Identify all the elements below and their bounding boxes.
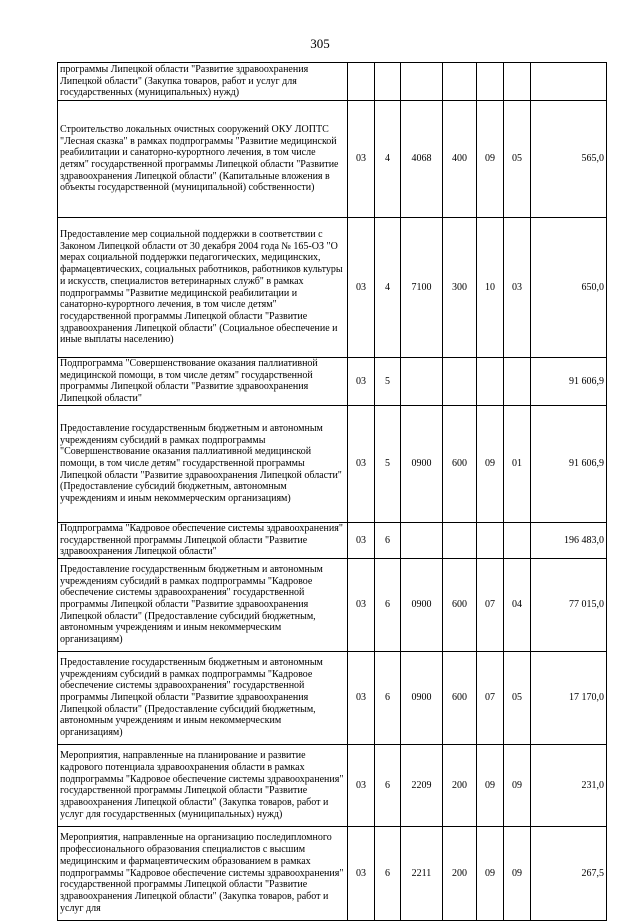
code-subprogram: 6 <box>375 651 401 744</box>
code-expense-type <box>443 522 477 558</box>
code-expense-type: 200 <box>443 744 477 826</box>
row-description: Предоставление государственным бюджетным и автономным учреждениям субсидий в рамках подпрограммы "Кадровое обеспечение системы здравоохранения" государственной программы Липецкой области "Развитие здравоохранения Липецкой области" (Предоставление субсидий бюджетным, автономным учреждениям и иным некоммерческим организациям) <box>58 558 348 651</box>
row-description: Подпрограмма "Кадровое обеспечение системы здравоохранения" государственной программы Липецкой области "Развитие здравоохранения Липецкой области" <box>58 522 348 558</box>
code-direction: 2209 <box>401 744 443 826</box>
row-amount: 17 170,0 <box>531 651 607 744</box>
code-direction: 0900 <box>401 558 443 651</box>
row-amount: 565,0 <box>531 101 607 218</box>
code-direction: 0900 <box>401 651 443 744</box>
code-expense-type: 600 <box>443 558 477 651</box>
code-subsection <box>504 522 531 558</box>
code-program: 03 <box>348 405 375 522</box>
code-program: 03 <box>348 358 375 406</box>
table-row <box>58 651 607 744</box>
code-subsection: 05 <box>504 101 531 218</box>
code-section <box>477 522 504 558</box>
code-program: 03 <box>348 522 375 558</box>
row-amount: 77 015,0 <box>531 558 607 651</box>
code-expense-type <box>443 358 477 406</box>
row-description: Подпрограмма "Совершенствование оказания паллиативной медицинской помощи, в том числе детям" государственной программы Липецкой области "Развитие здравоохранения Липецкой области" <box>58 358 348 406</box>
table-body <box>58 63 607 921</box>
code-direction <box>401 63 443 101</box>
row-amount <box>531 63 607 101</box>
row-description: Строительство локальных очистных сооружений ОКУ ЛОПТС "Лесная сказка" в рамках подпрограммы "Развитие медицинской реабилитации и санаторно-курортного лечения, в том числе детям" государственной программы Липецкой области "Развитие здравоохранения Липецкой области" (Капитальные вложения в объекты государственной (муниципальной) собственности) <box>58 101 348 218</box>
row-description: Предоставление государственным бюджетным и автономным учреждениям субсидий в рамках подпрограммы "Кадровое обеспечение системы здравоохранения" государственной программы Липецкой области "Развитие здравоохранения Липецкой области" (Предоставление субсидий бюджетным, автономным учреждениям и иным некоммерческим организациям) <box>58 651 348 744</box>
code-section: 09 <box>477 405 504 522</box>
code-expense-type: 300 <box>443 218 477 358</box>
code-program: 03 <box>348 558 375 651</box>
row-amount: 196 483,0 <box>531 522 607 558</box>
code-subprogram: 5 <box>375 405 401 522</box>
code-subsection: 03 <box>504 218 531 358</box>
code-program <box>348 63 375 101</box>
code-section <box>477 358 504 406</box>
table-row <box>58 218 607 358</box>
code-section: 09 <box>477 744 504 826</box>
row-amount: 267,5 <box>531 826 607 920</box>
row-description: Мероприятия, направленные на организацию последипломного профессионального образования специалистов с высшим медицинским и фармацевтическим образованием в рамках подпрограммы "Кадровое обеспечение системы здравоохранения" государственной программы Липецкой области "Развитие здравоохранения Липецкой области" (Закупка товаров, работ и услуг для <box>58 826 348 920</box>
budget-table <box>57 62 607 921</box>
row-amount: 650,0 <box>531 218 607 358</box>
code-direction: 0900 <box>401 405 443 522</box>
row-amount: 231,0 <box>531 744 607 826</box>
code-expense-type: 600 <box>443 651 477 744</box>
code-subsection: 05 <box>504 651 531 744</box>
row-description: Предоставление мер социальной поддержки в соответствии с Законом Липецкой области от 30 декабря 2004 года № 165-ОЗ "О мерах социальной поддержки педагогических, медицинских, фармацевтических, социальных работников, работников культуры и искусств, специалистов ветеринарных служб" в рамках подпрограммы "Развитие медицинской реабилитации и санаторно-курортного лечения, в том числе детям" государственной программы Липецкой области "Развитие здравоохранения Липецкой области" (Социальное обеспечение и иные выплаты населению) <box>58 218 348 358</box>
code-subprogram <box>375 63 401 101</box>
code-direction: 7100 <box>401 218 443 358</box>
code-direction: 4068 <box>401 101 443 218</box>
table-row <box>58 63 607 101</box>
code-subsection <box>504 358 531 406</box>
code-section: 09 <box>477 101 504 218</box>
code-subprogram: 6 <box>375 522 401 558</box>
code-subprogram: 5 <box>375 358 401 406</box>
code-section: 07 <box>477 558 504 651</box>
code-expense-type: 400 <box>443 101 477 218</box>
code-program: 03 <box>348 744 375 826</box>
row-amount: 91 606,9 <box>531 405 607 522</box>
table-row <box>58 405 607 522</box>
code-section <box>477 63 504 101</box>
code-subprogram: 6 <box>375 826 401 920</box>
code-subprogram: 4 <box>375 218 401 358</box>
code-program: 03 <box>348 218 375 358</box>
code-subprogram: 6 <box>375 558 401 651</box>
code-subsection: 09 <box>504 744 531 826</box>
code-section: 07 <box>477 651 504 744</box>
code-subprogram: 6 <box>375 744 401 826</box>
table-row <box>58 744 607 826</box>
code-expense-type <box>443 63 477 101</box>
row-description: Предоставление государственным бюджетным и автономным учреждениям субсидий в рамках подпрограммы "Совершенствование оказания паллиативной медицинской помощи, в том числе детям" государственной программы Липецкой области "Развитие здравоохранения Липецкой области" (Предоставление субсидий бюджетным, автономным учреждениям и иным некоммерческим организациям) <box>58 405 348 522</box>
code-program: 03 <box>348 101 375 218</box>
code-direction: 2211 <box>401 826 443 920</box>
table-row <box>58 826 607 920</box>
row-description: программы Липецкой области "Развитие здравоохранения Липецкой области" (Закупка товаров, работ и услуг для государственных (муниципальных) нужд) <box>58 63 348 101</box>
code-program: 03 <box>348 826 375 920</box>
table-row <box>58 358 607 406</box>
code-subsection: 04 <box>504 558 531 651</box>
code-subsection: 01 <box>504 405 531 522</box>
code-subprogram: 4 <box>375 101 401 218</box>
code-subsection: 09 <box>504 826 531 920</box>
table-row <box>58 558 607 651</box>
page-number: 305 <box>310 36 330 51</box>
code-direction <box>401 522 443 558</box>
code-section: 09 <box>477 826 504 920</box>
row-description: Мероприятия, направленные на планирование и развитие кадрового потенциала здравоохранения области в рамках подпрограммы "Кадровое обеспечение системы здравоохранения" государственной программы Липецкой области "Развитие здравоохранения Липецкой области" (Закупка товаров, работ и услуг для государственных (муниципальных) нужд) <box>58 744 348 826</box>
code-program: 03 <box>348 651 375 744</box>
code-subsection <box>504 63 531 101</box>
code-expense-type: 600 <box>443 405 477 522</box>
table-row <box>58 522 607 558</box>
code-section: 10 <box>477 218 504 358</box>
code-expense-type: 200 <box>443 826 477 920</box>
code-direction <box>401 358 443 406</box>
table-row <box>58 101 607 218</box>
row-amount: 91 606,9 <box>531 358 607 406</box>
